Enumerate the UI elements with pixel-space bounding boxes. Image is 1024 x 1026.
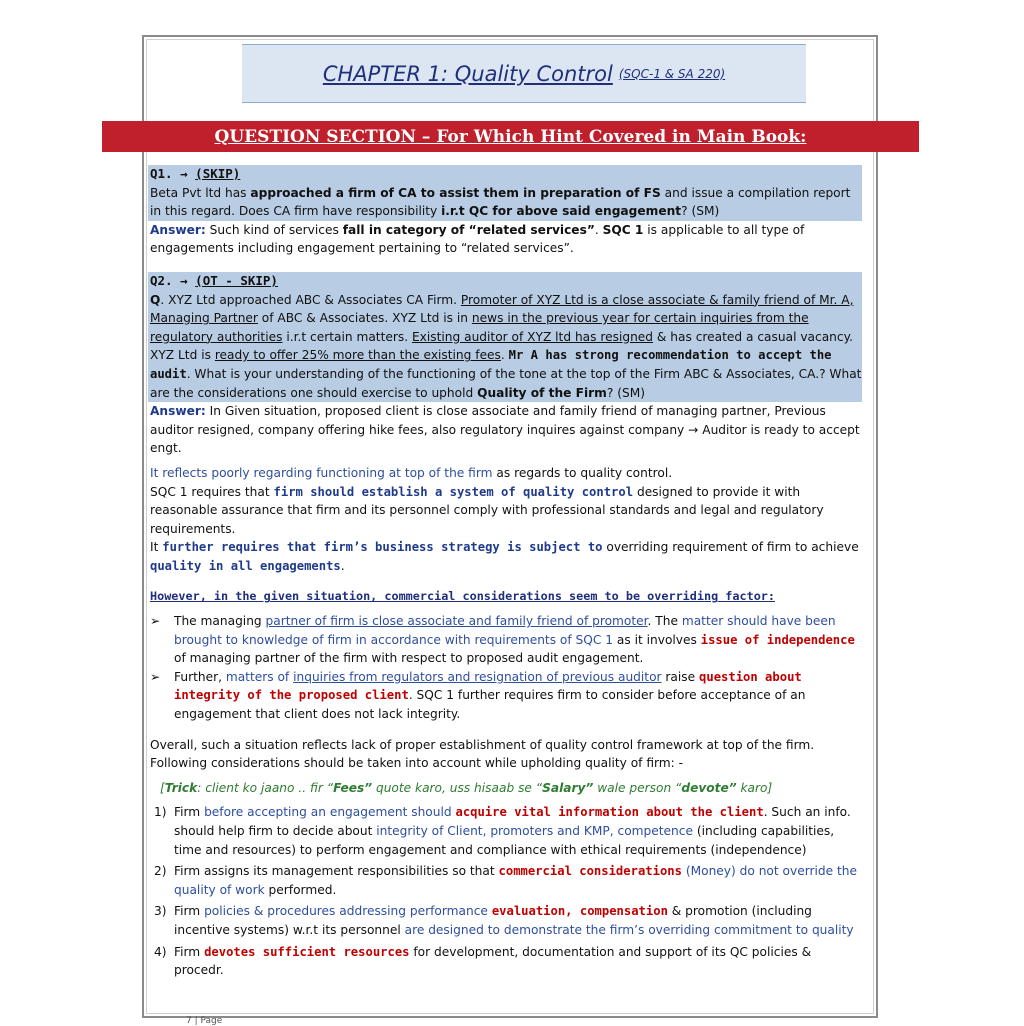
list-item <box>150 902 862 939</box>
question-1-tag: (SKIP) <box>195 166 241 181</box>
text-run: (including capabilities, time and resources) to perform engagement and compliance with ethical requirements (independence) <box>174 824 835 857</box>
text-run: ready to offer 25% more than the existing fees <box>214 348 501 363</box>
text-run: Mr A has strong recommendation to accept the audit <box>150 348 832 381</box>
text-run: (Money) do not override the quality of work <box>174 864 858 897</box>
text-run: is applicable to all type of engagements including engagement pertaining to “related services”. <box>150 222 805 256</box>
text-run: wale person “ <box>593 780 682 795</box>
text-run: evaluation, compensation <box>491 904 668 919</box>
text-run: . <box>500 348 509 363</box>
bullet-list <box>150 612 862 724</box>
text-run: : client ko jaano .. fir “ <box>197 780 334 795</box>
question-1-number: Q1. <box>150 166 173 181</box>
list-number: 2) <box>154 864 167 879</box>
text-run: further requires that firm’s business strategy is subject to <box>162 540 603 555</box>
page-number: 7 | Page <box>186 1016 223 1026</box>
paragraph-overall: Overall, such a situation reflects lack of proper establishment of quality control framework at top of the firm. Following considerations should be taken into account while upholding quality of firm: - <box>150 737 815 771</box>
list-item <box>150 612 862 668</box>
list-item <box>150 803 862 859</box>
text-run: issue of independence <box>700 632 855 647</box>
text-run: Firm <box>174 944 205 959</box>
text-run: and issue a compilation report in this regard. Does CA firm have responsibility <box>150 185 851 219</box>
text-run: approached a firm of CA to assist them in preparation of FS <box>250 185 661 200</box>
text-run: . The <box>647 614 682 629</box>
text-run: . SQC 1 further requires firm to consider before acceptance of an engagement that client does not lack integrity. <box>174 688 806 722</box>
text-run: of ABC & Associates. XYZ Ltd is in <box>257 311 472 326</box>
text-run: i.r.t certain matters. <box>282 329 412 344</box>
text-run: i.r.t QC for above said engagement <box>441 204 682 219</box>
text-run: SQC 1 requires that <box>150 484 274 499</box>
text-run: The managing <box>174 614 266 629</box>
answer-1 <box>150 221 862 258</box>
text-run: raise <box>661 669 700 684</box>
numbered-list <box>150 803 862 979</box>
question-1-heading <box>150 165 862 184</box>
text-run: matters of <box>225 669 294 684</box>
question-2-text <box>150 291 862 403</box>
text-run: partner of firm is close associate and family friend of promoter <box>265 614 648 629</box>
text-run: of managing partner of the firm with respect to proposed audit engagement. <box>174 651 644 666</box>
document-body <box>150 165 862 983</box>
text-run: SQC 1 <box>602 222 644 237</box>
text-run: Firm assigns its management responsibilities so that <box>174 864 499 879</box>
text-run: [ <box>160 780 165 795</box>
text-run: It reflects poorly regarding functioning at top of the firm <box>150 465 493 480</box>
text-run: Such kind of services <box>205 222 343 237</box>
text-run: before accepting an engagement should <box>204 805 452 820</box>
text-run: . XYZ Ltd approached ABC & Associates CA Firm. <box>160 292 461 307</box>
list-item <box>150 668 862 724</box>
text-run: as it involves <box>613 632 701 647</box>
text-run: Salary” <box>542 780 594 795</box>
text-run: & has created a casual vacancy. XYZ Ltd is <box>150 329 853 363</box>
paragraph-reflects <box>150 464 862 483</box>
trick-mnemonic <box>160 779 862 798</box>
bullet-icon: ➢ <box>150 669 161 684</box>
text-run: devotes sufficient resources <box>204 944 410 959</box>
text-run: designed to provide it with reasonable assurance that firm and its personnel comply with professional standards and legal and regulatory requirements. <box>150 484 824 536</box>
chapter-title: CHAPTER 1: Quality Control <box>322 61 613 86</box>
text-run: . <box>594 222 603 237</box>
question-2-tag: (OT - SKIP) <box>195 272 278 288</box>
answer-label: Answer: <box>150 404 206 419</box>
text-run: quote karo, uss hisaab se “ <box>372 780 543 795</box>
text-run: In Given situation, proposed client is close associate and family friend of managing partner, Previous auditor resigned, company offering hike fees, also regulatory inquires against company → Auditor is ready to accept engt. <box>150 404 860 456</box>
text-run: karo] <box>736 780 773 795</box>
text-run: & promotion (including incentive systems) w.r.t its personnel <box>174 904 812 937</box>
text-run: integrity of Client, promoters and KMP, competence <box>376 824 693 838</box>
list-item <box>150 862 862 899</box>
text-run: acquire vital information about the client <box>455 805 764 820</box>
question-2-number: Q2. <box>150 272 173 288</box>
text-run: policies & procedures addressing performance <box>204 904 488 919</box>
text-run: are designed to demonstrate the firm’s overriding commitment to quality <box>404 922 854 937</box>
text-run: matter should have been brought to knowledge of firm in accordance with requirements of SQC 1 <box>174 614 836 647</box>
text-run: inquiries from regulators and resignation of previous auditor <box>293 669 662 684</box>
text-run: news in the previous year for certain inquiries from the regulatory authorities <box>150 311 809 344</box>
text-run: Q <box>150 292 161 307</box>
text-run: Promoter of XYZ Ltd is a close associate & family friend of Mr. A, Managing Partner <box>150 292 854 326</box>
text-run: . What is your understanding of the functioning of the tone at the top of the Firm ABC & Associates, CA.? What are the considerations one should exercise to uphold <box>150 366 862 400</box>
text-run: as regards to quality control. <box>492 465 673 480</box>
section-banner <box>102 121 919 152</box>
text-run: ? (SM) <box>606 385 645 400</box>
text-run: Fees” <box>333 780 373 795</box>
text-run: . Such an info. should help firm to decide about <box>174 805 851 838</box>
considerations-heading: However, in the given situation, commercial considerations seem to be overriding factor: <box>150 589 776 604</box>
paragraph-sqc1 <box>150 483 862 539</box>
text-run: quality in all engagements <box>150 558 341 573</box>
chapter-header <box>242 44 806 103</box>
question-2 <box>148 272 862 402</box>
text-run: Existing auditor of XYZ ltd has resigned <box>411 329 654 344</box>
text-run: overriding requirement of firm to achieve <box>602 540 859 555</box>
text-run: devote” <box>681 780 737 795</box>
question-2-heading <box>150 272 862 291</box>
list-item <box>150 943 862 980</box>
answer-2 <box>150 402 862 458</box>
text-run: Trick <box>164 780 198 795</box>
text-run: performed. <box>264 882 337 897</box>
text-run: commercial considerations <box>498 864 682 879</box>
list-number: 3) <box>154 904 167 919</box>
text-run: firm should establish a system of quality control <box>273 484 634 499</box>
text-run: It <box>150 540 163 555</box>
text-run: Beta Pvt ltd has <box>150 185 251 200</box>
text-run: ? (SM) <box>681 204 720 219</box>
text-run: . <box>340 558 345 573</box>
bullet-icon: ➢ <box>150 614 161 629</box>
text-run: Quality of the Firm <box>477 385 607 400</box>
text-run: question about integrity of the proposed client <box>174 669 802 703</box>
arrow-icon: → <box>180 272 188 288</box>
text-run: Firm <box>174 805 205 820</box>
text-run: for development, documentation and support of its QC policies & procedr. <box>174 944 812 978</box>
text-run: fall in category of “related services” <box>342 222 595 237</box>
chapter-subtitle: (SQC-1 & SA 220) <box>618 66 726 81</box>
arrow-icon: → <box>180 166 188 181</box>
question-1-text <box>150 184 862 221</box>
paragraph-further <box>150 538 862 575</box>
list-number: 4) <box>154 944 167 959</box>
text-run: Further, <box>174 669 226 684</box>
answer-label: Answer: <box>150 222 206 237</box>
question-1 <box>148 165 862 221</box>
text-run: Firm <box>174 904 205 919</box>
list-number: 1) <box>154 805 167 820</box>
section-title: QUESTION SECTION – For Which Hint Covered in Main Book: <box>214 126 807 147</box>
